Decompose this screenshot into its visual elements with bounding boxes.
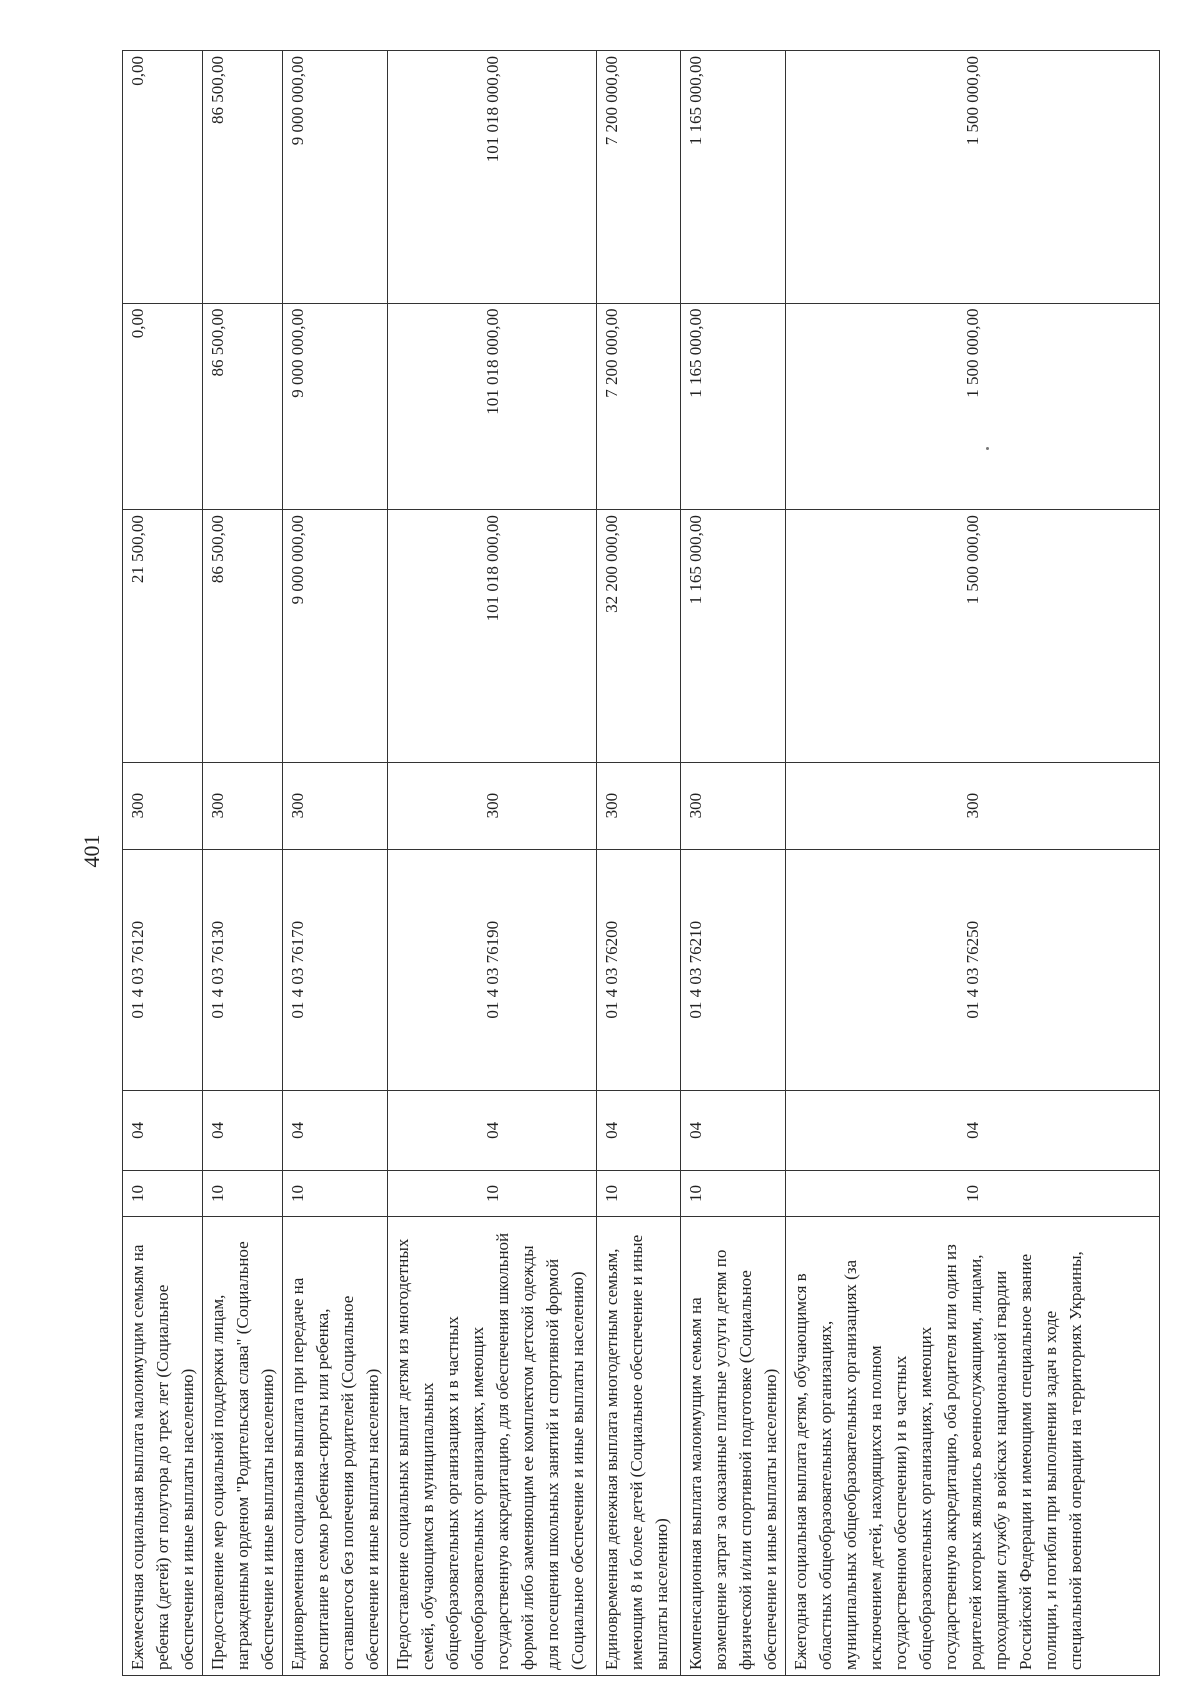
target-code-cell: 01 4 03 76250	[786, 849, 1160, 1090]
razdel-cell: 10	[786, 1171, 1160, 1217]
razdel-cell: 10	[203, 1171, 283, 1217]
sum-year2-cell: 1 500 000,00	[786, 303, 1160, 510]
sum-year2-cell: 86 500,00	[203, 303, 283, 510]
podrazdel-cell: 04	[283, 1090, 388, 1170]
sum-year1-cell: 21 500,00	[123, 510, 203, 762]
sum-year2-cell: 0,00	[123, 303, 203, 510]
sum-year1-cell: 1 165 000,00	[681, 510, 786, 762]
razdel-cell: 10	[123, 1171, 203, 1217]
table-row	[123, 51, 203, 1676]
razdel-cell: 10	[597, 1171, 681, 1217]
sum-year2-cell: 9 000 000,00	[283, 303, 388, 510]
sum-year1-cell: 32 200 000,00	[597, 510, 681, 762]
sum-year3-cell: 1 500 000,00	[786, 51, 1160, 304]
expense-type-cell: 300	[203, 762, 283, 849]
expense-type-cell: 300	[786, 762, 1160, 849]
budget-table	[122, 50, 1160, 1676]
row-name-cell: Компенсационная выплата малоимущим семьям на возмещение затрат за оказанные платные услуги детям по физической и/или спортивной подготовке (Социальное обеспечение и иные выплаты населению)	[681, 1216, 786, 1675]
expense-type-cell: 300	[283, 762, 388, 849]
sum-year1-cell: 86 500,00	[203, 510, 283, 762]
sum-year2-cell: 7 200 000,00	[597, 303, 681, 510]
podrazdel-cell: 04	[203, 1090, 283, 1170]
target-code-cell: 01 4 03 76120	[123, 849, 203, 1090]
sum-year3-cell: 0,00	[123, 51, 203, 304]
table-row	[203, 51, 283, 1676]
sum-year3-cell: 101 018 000,00	[388, 51, 597, 304]
expense-type-cell: 300	[681, 762, 786, 849]
row-name-cell: Единовременная социальная выплата при передаче на воспитание в семью ребенка-сироты или ребенка, оставшегося без попечения родителей (Социальное обеспечение и иные выплаты населению)	[283, 1216, 388, 1675]
razdel-cell: 10	[283, 1171, 388, 1217]
sum-year3-cell: 1 165 000,00	[681, 51, 786, 304]
expense-type-cell: 300	[123, 762, 203, 849]
row-name-cell: Единовременная денежная выплата многодетным семьям, имеющим 8 и более детей (Социальное обеспечение и иные выплаты населению)	[597, 1216, 681, 1675]
target-code-cell: 01 4 03 76130	[203, 849, 283, 1090]
podrazdel-cell: 04	[786, 1090, 1160, 1170]
sum-year2-cell: 101 018 000,00	[388, 303, 597, 510]
sum-year3-cell: 86 500,00	[203, 51, 283, 304]
podrazdel-cell: 04	[123, 1090, 203, 1170]
podrazdel-cell: 04	[681, 1090, 786, 1170]
row-name-cell: Ежемесячная социальная выплата малоимущим семьям на ребенка (детей) от полутора до трех лет (Социальное обеспечение и иные выплаты населению)	[123, 1216, 203, 1675]
page-number: 401	[79, 834, 104, 868]
sum-year3-cell: 7 200 000,00	[597, 51, 681, 304]
row-name-cell: Предоставление социальных выплат детям из многодетных семей, обучающимся в муниципальных общеобразовательных организациях и в частных общеобразовательных организациях, имеющих государственную аккредитацию, для обеспечения школьной формой либо заменяющим ее комплектом детской одежды для посещения школьных занятий и спортивной формой (Социальное обеспечение и иные выплаты населению)	[388, 1216, 597, 1675]
razdel-cell: 10	[681, 1171, 786, 1217]
target-code-cell: 01 4 03 76210	[681, 849, 786, 1090]
expense-type-cell: 300	[597, 762, 681, 849]
podrazdel-cell: 04	[388, 1090, 597, 1170]
table-row	[283, 51, 388, 1676]
sum-year1-cell: 101 018 000,00	[388, 510, 597, 762]
target-code-cell: 01 4 03 76170	[283, 849, 388, 1090]
row-name-cell: Ежегодная социальная выплата детям, обучающимся в областных общеобразовательных организациях, муниципальных общеобразовательных организациях (за исключением детей, находящихся на полном государственном обеспечении) и в частных общеобразовательных организациях, имеющих государственную аккредитацию, оба родителя или один из родителей которых являлись военнослужащими, лицами, проходящими службу в войсках национальной гвардии Российской Федерации и имеющими специальное звание полиции, и погибли при выполнении задач в ходе специальной военной операции на территориях Украины,	[786, 1216, 1160, 1675]
scan-speck	[986, 447, 989, 450]
target-code-cell: 01 4 03 76200	[597, 849, 681, 1090]
table-row	[597, 51, 681, 1676]
sum-year3-cell: 9 000 000,00	[283, 51, 388, 304]
sum-year2-cell: 1 165 000,00	[681, 303, 786, 510]
expense-type-cell: 300	[388, 762, 597, 849]
sum-year1-cell: 1 500 000,00	[786, 510, 1160, 762]
target-code-cell: 01 4 03 76190	[388, 849, 597, 1090]
table-row	[681, 51, 786, 1676]
table-row	[388, 51, 597, 1676]
razdel-cell: 10	[388, 1171, 597, 1217]
row-name-cell: Предоставление мер социальной поддержки лицам, награжденным орденом "Родительская слава" (Социальное обеспечение и иные выплаты населению)	[203, 1216, 283, 1675]
sum-year1-cell: 9 000 000,00	[283, 510, 388, 762]
podrazdel-cell: 04	[597, 1090, 681, 1170]
table-row	[786, 51, 1160, 1676]
